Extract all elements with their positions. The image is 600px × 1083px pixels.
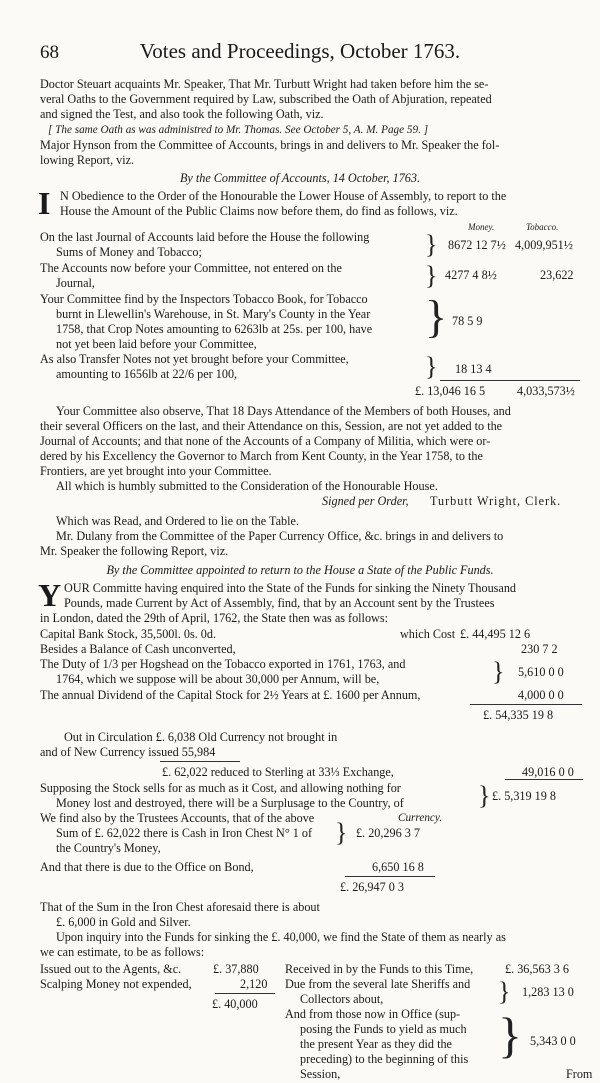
para-line: And that there is due to the Office on Bond,: [40, 860, 254, 874]
para-line: Mr. Dulany from the Committee of the Paper Currency Office, &c. brings in and delivers to: [56, 529, 504, 543]
fund-right-line: Collectors about,: [300, 992, 384, 1006]
para-line: House the Amount of the Public Claims now before them, do find as follows, viz.: [60, 204, 458, 218]
para-line: All which is humbly submitted to the Consideration of the Honourable House.: [56, 479, 438, 493]
signed-label: Signed per Order,: [322, 494, 409, 508]
brace: }: [498, 977, 511, 1006]
para-line: That of the Sum in the Iron Chest aforesaid there is about: [40, 900, 320, 914]
col-header-tobacco: Tobacco.: [526, 222, 559, 232]
fund-amount: £. 5,319 19 8: [492, 789, 556, 803]
tobacco-value: 23,622: [540, 268, 574, 282]
para-line: and signed the Test, and also took the following Oath, viz.: [40, 107, 324, 121]
fund-amount: 6,650 16 8: [372, 860, 424, 874]
fund-total: £. 54,335 19 8: [483, 708, 554, 722]
para-line: Pounds, made Current by Act of Assembly, find, that by an Account sent by the Trustees: [64, 596, 495, 610]
para-line: lowing Report, viz.: [40, 153, 135, 167]
fund-right-line: And from those now in Office (sup-: [285, 1007, 461, 1021]
currency-label: Currency.: [398, 812, 443, 824]
account-line: As also Transfer Notes not yet brought before your Committee,: [40, 352, 349, 366]
fund-left-amount: 2,120: [240, 977, 268, 991]
fund-right-line: posing the Funds to yield as much: [300, 1022, 467, 1036]
account-line: On the last Journal of Accounts laid before the House the following: [40, 230, 370, 244]
fund-left-label: Issued out to the Agents, &c.: [40, 962, 182, 976]
para-line: Which was Read, and Ordered to lie on the Table.: [56, 514, 299, 528]
para-line: £. 62,022 reduced to Sterling at 33⅓ Exchange,: [162, 765, 394, 779]
para-line: We find also by the Trustees Accounts, that of the above: [40, 811, 315, 825]
fund-right-line: Session,: [300, 1067, 341, 1081]
para-line: Doctor Steuart acquaints Mr. Speaker, That Mr. Turbutt Wright had taken before him the se-: [40, 77, 489, 91]
para-line: the Country's Money,: [56, 841, 161, 855]
sum-rule: [440, 380, 580, 381]
fund-right-amount: 1,283 13 0: [522, 985, 574, 999]
fund-amount: 49,016 0 0: [522, 765, 574, 779]
sum-rule: [345, 876, 435, 877]
para-line: Major Hynson from the Committee of Accounts, brings in and delivers to Mr. Speaker the fol-: [40, 138, 500, 152]
page-number: 68: [40, 42, 59, 63]
fund-line: 1764, which we suppose will be about 30,000 per Annum, will be,: [56, 672, 380, 686]
para-line: Supposing the Stock sells for as much as it Cost, and allowing nothing for: [40, 781, 401, 795]
para-line: Out in Circulation £. 6,038 Old Currency not brought in: [64, 730, 338, 744]
bracket-note: [ The same Oath as was administred to Mr. Thomas. See October 5, A. M. Page 59. ]: [48, 124, 429, 136]
brace: }: [425, 291, 448, 342]
brace: }: [498, 1007, 522, 1063]
para-line: in London, dated the 29th of April, 1762, the State then was as follows:: [40, 611, 388, 625]
fund-line: The annual Dividend of the Capital Stock for 2½ Years at £. 1600 per Annum,: [40, 688, 421, 702]
para-line: N Obedience to the Order of the Honourable the Lower House of Assembly, to report to the: [60, 189, 507, 203]
account-line: The Accounts now before your Committee, not entered on the: [40, 261, 342, 275]
total-tobacco: 4,033,573½: [517, 384, 575, 398]
para-line: £. 6,000 in Gold and Silver.: [56, 915, 191, 929]
fund-left-label: Scalping Money not expended,: [40, 977, 192, 991]
fund-right-line: Due from the several late Sheriffs and: [285, 977, 471, 991]
fund-total: £. 26,947 0 3: [340, 880, 404, 894]
account-line: Journal,: [56, 276, 95, 290]
money-value: 18 13 4: [455, 362, 492, 376]
brace: }: [425, 230, 438, 259]
para-line: Upon inquiry into the Funds for sinking the £. 40,000, we find the State of them as nearly as: [56, 930, 506, 944]
fund-line: The Duty of 1/3 per Hogshead on the Tobacco exported in 1761, 1763, and: [40, 657, 406, 671]
account-line: not yet been laid before your Committee,: [56, 337, 257, 351]
fund-left-amount: £. 37,880: [213, 962, 259, 976]
fund-mid: which Cost: [400, 627, 456, 641]
account-line: amounting to 1656lb at 22/6 per 100,: [56, 367, 238, 381]
report-heading: By the Committee of Accounts, 14 October, 1763.: [179, 171, 421, 185]
para-line: Money lost and destroyed, there will be a Surplusage to the Country, of: [56, 796, 404, 810]
para-line: Sum of £. 62,022 there is Cash in Iron Chest N° 1 of: [56, 826, 313, 840]
page-title: Votes and Proceedings, October 1763.: [139, 39, 461, 63]
fund-left-total: £. 40,000: [212, 997, 258, 1011]
col-header-money: Money.: [468, 222, 495, 232]
account-line: Sums of Money and Tobacco;: [56, 245, 202, 259]
para-line: we can estimate, to be as follows:: [40, 945, 205, 959]
sum-rule: [160, 761, 240, 762]
account-line: burnt in Llewellin's Warehouse, in St. Mary's County in the Year: [56, 307, 371, 321]
signer-name: Turbutt Wright, Clerk.: [430, 494, 562, 508]
fund-right-amount: £. 36,563 3 6: [505, 962, 569, 976]
brace: }: [425, 261, 438, 290]
money-value: 78 5 9: [452, 314, 483, 328]
drop-cap: Y: [38, 577, 62, 613]
para-line: veral Oaths to the Government required by Law, subscribed the Oath of Abjuration, repeated: [40, 92, 492, 106]
money-value: 8672 12 7½: [448, 238, 506, 252]
catchword: From: [566, 1067, 593, 1081]
account-line: 1758, that Crop Notes amounting to 6263lb at 25s. per 100, have: [56, 322, 373, 336]
fund-line: Capital Bank Stock, 35,500l. 0s. 0d.: [40, 627, 217, 641]
fund-right-amount: 5,343 0 0: [530, 1034, 576, 1048]
report-heading: By the Committee appointed to return to the House a State of the Public Funds.: [106, 563, 494, 577]
para-line: Journal of Accounts; and that none of the Accounts of a Company of Militia, which were or-: [40, 434, 491, 448]
fund-right-line: preceding) to the beginning of this: [300, 1052, 469, 1066]
sum-rule: [215, 993, 275, 994]
money-value: 4277 4 8½: [445, 268, 497, 282]
para-line: Mr. Speaker the following Report, viz.: [40, 544, 229, 558]
fund-amount: 4,000 0 0: [518, 688, 564, 702]
fund-amount: 230 7 2: [521, 642, 558, 656]
fund-right-line: the present Year as they did the: [300, 1037, 452, 1051]
fund-line: Besides a Balance of Cash unconverted,: [40, 642, 236, 656]
brace: }: [492, 657, 505, 686]
para-line: and of New Currency issued 55,984: [40, 745, 216, 759]
para-line: Your Committee also observe, That 18 Days Attendance of the Members of both Houses, and: [56, 404, 511, 418]
para-line: dered by his Excellency the Governor to March from Kent County, in the Year 1758, to the: [40, 449, 483, 463]
account-line: Your Committee find by the Inspectors Tobacco Book, for Tobacco: [40, 292, 368, 306]
drop-cap: I: [38, 185, 51, 221]
sum-rule: [505, 779, 583, 780]
para-line: Frontiers, are yet brought into your Committee.: [40, 464, 272, 478]
fund-amount: 5,610 0 0: [518, 665, 564, 679]
total-money: £. 13,046 16 5: [415, 384, 486, 398]
brace: }: [478, 781, 491, 810]
tobacco-value: 4,009,951½: [515, 238, 573, 252]
fund-amount: £. 44,495 12 6: [460, 627, 531, 641]
para-line: OUR Committe having enquired into the State of the Funds for sinking the Ninety Thousand: [64, 581, 517, 595]
fund-right-line: Received in by the Funds to this Time,: [285, 962, 474, 976]
para-line: their several Officers on the last, and their Attendance on this, Session, are not yet added to the: [40, 419, 503, 433]
brace: }: [425, 352, 438, 381]
sum-rule: [470, 704, 582, 705]
fund-amount: £. 20,296 3 7: [356, 826, 420, 840]
brace: }: [335, 818, 348, 847]
